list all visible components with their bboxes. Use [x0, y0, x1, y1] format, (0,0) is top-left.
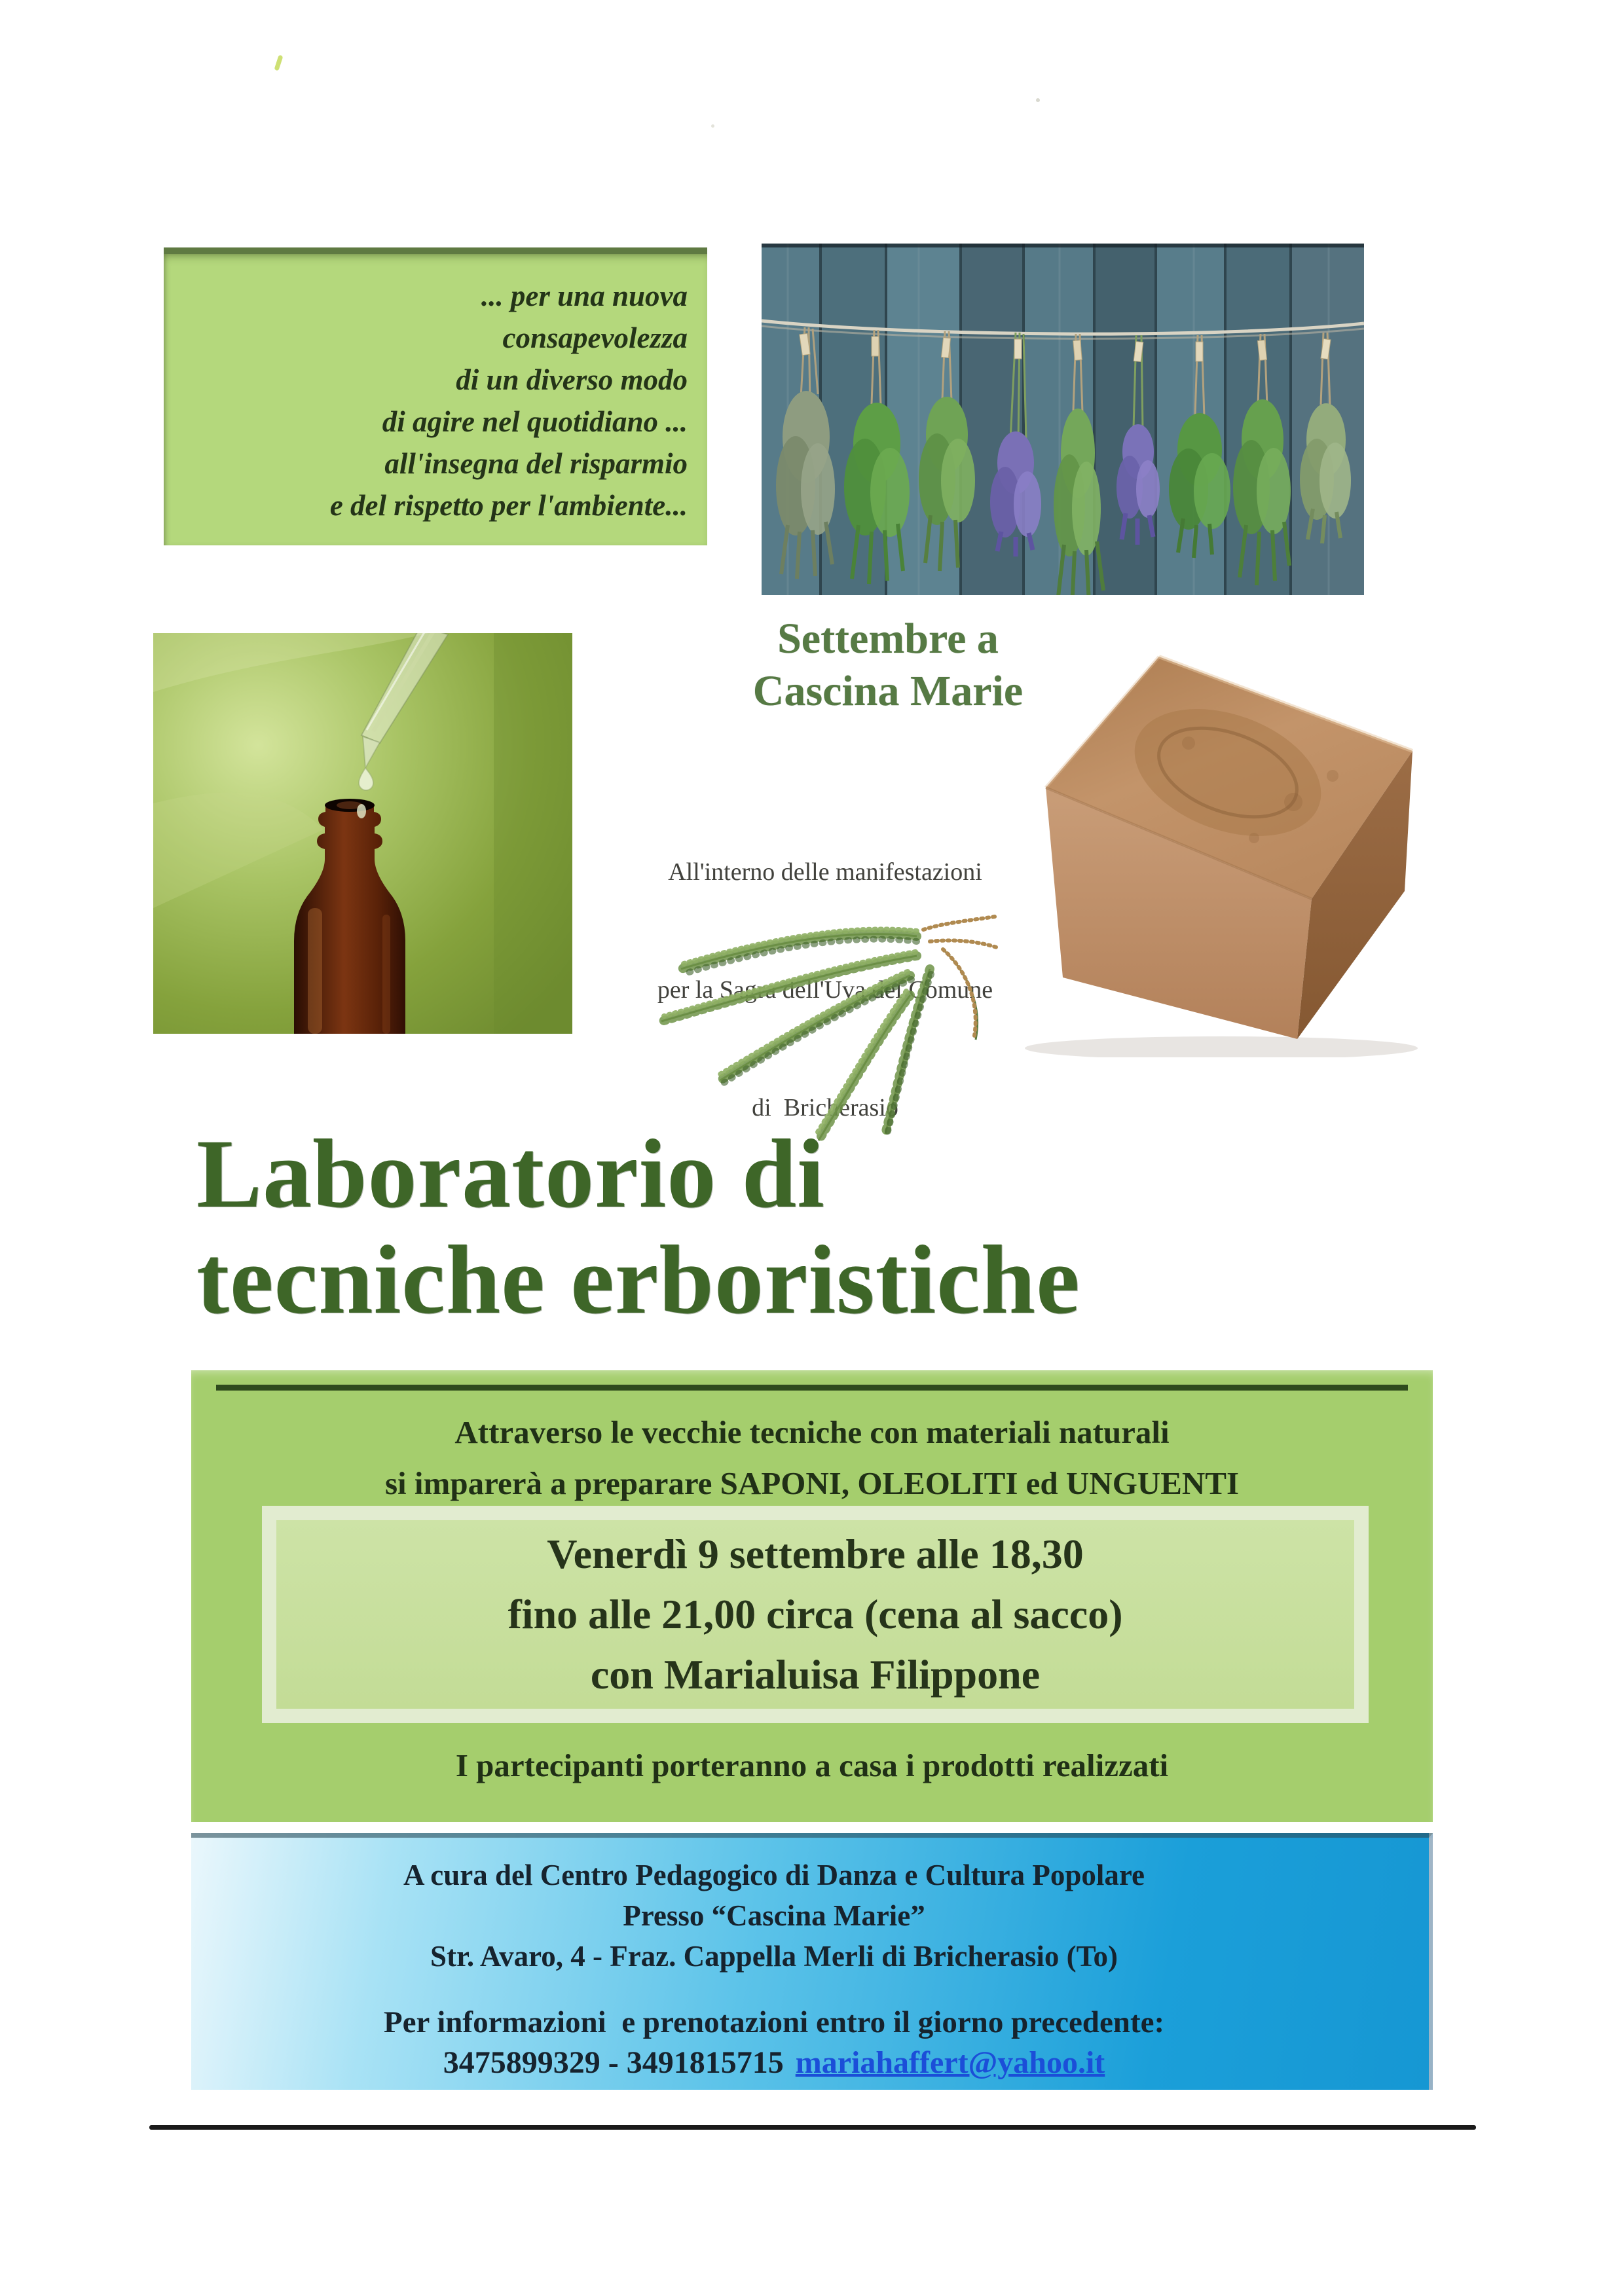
subheader-line: per la Sagra dell'Uva del Comune: [657, 976, 993, 1004]
quote-line: ... per una nuova: [481, 280, 688, 312]
divider-rule: [216, 1385, 1408, 1391]
soap-block-photo: [1018, 638, 1450, 1057]
workshop-intro-line: si imparerà a preparare SAPONI, OLEOLITI ed UNGUENTI: [384, 1465, 1240, 1501]
workshop-info-box: [191, 1370, 1433, 1822]
subheader-line: All'interno delle manifestazioni: [668, 858, 982, 886]
footer-contact-box: [191, 1833, 1433, 2090]
workshop-note: I partecipanti porteranno a casa i prodotti realizzati: [455, 1747, 1169, 1783]
organizer-line: Str. Avaro, 4 - Fraz. Cappella Merli di Bricherasio (To): [430, 1940, 1118, 1973]
phone-numbers: 3475899329 - 3491815715: [443, 2045, 784, 2080]
page-title: [196, 1121, 1441, 1333]
quote-line: all'insegna del risparmio: [384, 447, 688, 480]
schedule-line: Venerdì 9 settembre alle 18,30: [547, 1531, 1084, 1577]
oil-dropper-photo: [153, 633, 572, 1034]
page-title-line: tecniche erboristiche: [196, 1226, 1080, 1334]
quote-box: [164, 247, 707, 545]
organizer-line: A cura del Centro Pedagogico di Danza e Cultura Popolare: [403, 1859, 1145, 1891]
quote-line: di agire nel quotidiano ...: [382, 405, 688, 438]
quote-line: di un diverso modo: [456, 363, 688, 396]
bottom-rule: [149, 2125, 1476, 2130]
quote-line: e del rispetto per l'ambiente...: [329, 489, 688, 522]
scan-speck: [711, 124, 714, 128]
section-header-line: Cascina Marie: [752, 667, 1024, 715]
schedule-line: con Marialuisa Filippone: [590, 1651, 1041, 1698]
schedule-panel: [262, 1506, 1369, 1723]
subheader-line: di Bricherasio: [752, 1094, 898, 1121]
scan-speck: [274, 55, 283, 71]
contact-heading: Per informazioni e prenotazioni entro il giorno precedente:: [383, 2005, 1165, 2039]
scan-speck: [1036, 98, 1040, 102]
quote-line: consapevolezza: [502, 321, 688, 354]
schedule-line: fino alle 21,00 circa (cena al sacco): [507, 1591, 1123, 1637]
thyme-sprig-photo: [602, 871, 1008, 1152]
organizer-line: Presso “Cascina Marie”: [623, 1899, 925, 1932]
email-link[interactable]: mariahaffert@yahoo.it: [795, 2045, 1105, 2080]
contact-numbers: [231, 2042, 1318, 2084]
page-title-line: Laboratorio di: [196, 1120, 825, 1228]
quote-text: [330, 275, 688, 526]
section-header-line: Settembre a: [777, 615, 999, 663]
hanging-herbs-photo: [762, 244, 1364, 595]
workshop-intro-line: Attraverso le vecchie tecniche con materiali naturali: [454, 1414, 1170, 1450]
workshop-intro: [191, 1407, 1433, 1509]
